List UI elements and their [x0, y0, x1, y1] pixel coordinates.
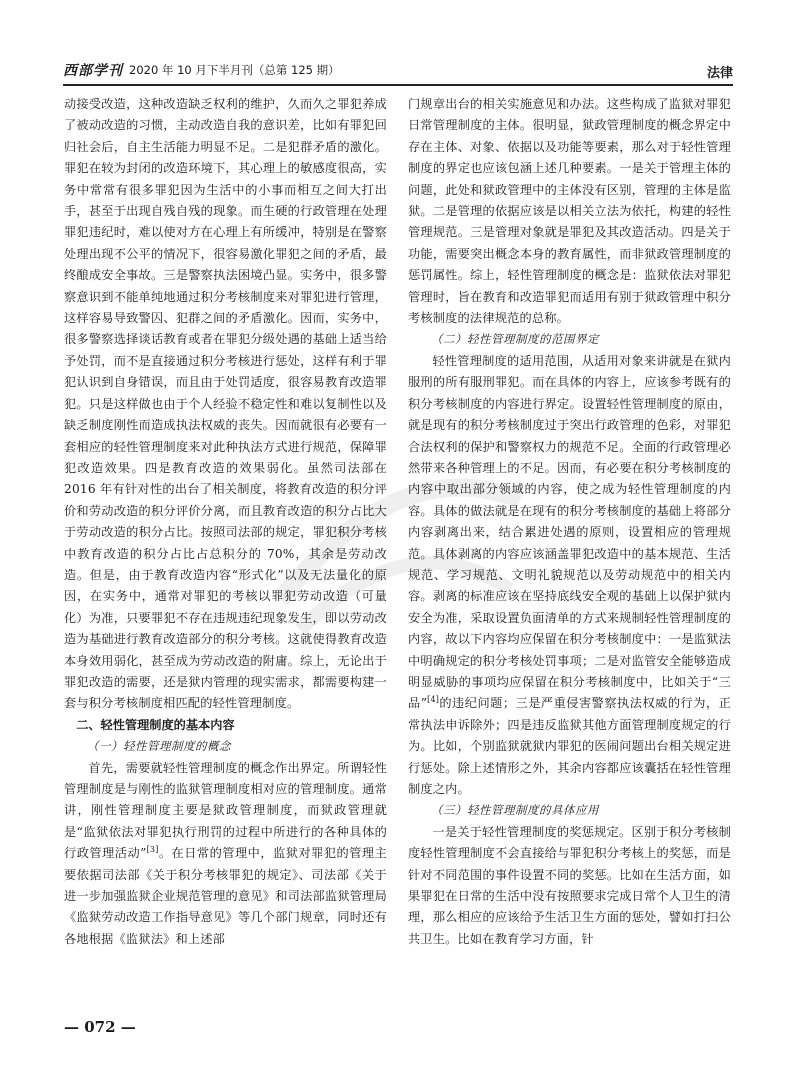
section-label: 法律	[706, 66, 733, 81]
page-number: — 072 —	[64, 1018, 136, 1036]
left-column	[64, 94, 387, 950]
right-paragraph-2-text: 轻性管理制度的适用范围，从适用对象来讲就是在狱内服刑的所有服刑罪犯。而在具体的内容上，应该参考既有的积分考核制度的内容进行界定。设置轻性管理制度的原由，就是现有的积分考核制度过于突出行政管理的色彩，对罪犯合法权利的保护和警察权力的规范不足。全面的行政管理必然带来各种管理上的不足。因而，有必要在积分考核制度的内容中取出部分领域的内容，使之成为轻性管理制度的内容。具体的做法就是在现有的积分考核制度的基础上将部分内容剥离出来，结合累进处遇的原则，设置相应的管理规范。具体剥离的内容应该涵盖罪犯改造中的基本规范、生活规范、学习规范、文明礼貌规范以及劳动规范中的相关内容。剥离的标准应该在坚持底线安全观的基础上以保护狱内安全为准，采取设置负面清单的方式来规制轻性管理制度的内容，故以下内容均应保留在积分考核制度中：一是监狱法中明确规定的积分考核处罚事项；二是对监管安全能够造成明显威胁的事项均应保留在积分考核制度中，比如关于“三品”	[408, 353, 731, 711]
left-paragraph-2	[64, 758, 387, 951]
running-header	[63, 58, 733, 84]
right-paragraph-2	[408, 351, 731, 801]
citation-4: [4]	[427, 695, 440, 705]
issue-info: 2020 年 10 月下半月刊（总第 125 期）	[129, 63, 340, 77]
right-paragraph-3: 一是关于轻性管理制度的奖惩规定。区别于积分考核制度轻性管理制度不会直接给与罪犯积分考核上的奖惩，而是针对不同范围的事件设置不同的奖惩。比如在生活方面，如果罪犯在日常的生活中没有按照要求完成日常个人卫生的清理，那么相应的应该给予生活卫生方面的惩处，譬如打扫公共卫生。比如在教育学习方面，针	[408, 824, 731, 946]
left-paragraph-2-text: 首先，需要就轻性管理制度的概念作出界定。所谓轻性管理制度是与刚性的监狱管理制度相对应的管理制度。通常讲，刚性管理制度主要是狱政管理制度，而狱政管理就是“监狱依法对罪犯执行刑罚的过程中所进行的各种具体的行政管理活动”	[64, 760, 387, 861]
left-paragraph-2-tail: 。在日常的管理中，监狱对罪犯的管理主要依据司法部《关于积分考核罪犯的规定》、司法部《关于进一步加强监狱企业规范管理的意见》和司法部监狱管理局《监狱劳动改造工作指导意见》等几个部门规章，同时还有各地根据《监狱法》和上述部	[64, 846, 387, 946]
section-heading: 二、轻性管理制度的基本内容	[76, 717, 235, 732]
journal-logo: 西部学刊	[63, 63, 123, 79]
header-rule	[63, 84, 733, 86]
citation-3: [3]	[146, 845, 159, 855]
subsection-heading-scope: （二）轻性管理制度的范围界定	[431, 332, 599, 347]
right-paragraph-1: 门规章出台的相关实施意见和办法。这些构成了监狱对罪犯日常管理制度的主体。很明显，狱政管理制度的概念界定中存在主体、对象、依据以及功能等要素，那么对于轻性管理制度的界定也应该包涵上述几种要素。一是关于管理主体的问题，此处和狱政管理中的主体没有区别，管理的主体是监狱。二是管理的依据应该是以相关立法为依托，构建的轻性管理规范。三是管理对象就是罪犯及其改造活动。四是关于功能，需要突出概念本身的教育属性，而非狱政管理制度的惩罚属性。综上，轻性管理制度的概念是：监狱依法对罪犯管理时，旨在教育和改造罪犯而适用有别于狱政管理中积分考核制度的法律规范的总称。	[408, 97, 731, 326]
left-paragraph-1: 动接受改造，这种改造缺乏权利的维护，久而久之罪犯养成了被动改造的习惯，主动改造自我的意识差，比如有罪犯回归社会后，自主生活能力明显不足。二是犯群矛盾的激化。罪犯在较为封闭的改造环境下，其心理上的敏感度很高，实务中常常有很多罪犯因为生活中的小事而相互之间大打出手，甚至于出现自残自残的现象。而生硬的行政管理在处理罪犯违纪时，难以使对方在心理上有所缓冲，特别是在警察处理出现不公平的情况下，很容易激化罪犯之间的矛盾，最终酿成安全事故。三是警察执法困境凸显。实务中，很多警察意识到不能单纯地通过积分考核制度来对罪犯进行管理，这样容易导致警囚、犯群之间的矛盾激化。因而，实务中，很多警察选择谈话教育或者在罪犯分级处遇的基础上适当给予处罚，而不是直接通过积分考核进行惩处，这样有利于罪犯认识到自身错误，而且由于处罚适度，很容易教育改造罪犯。只是这样做也由于个人经验不稳定性和难以复制性以及缺乏制度刚性而造成执法权威的丧失。因而就很有必要有一套相应的轻性管理制度来对此种执法方式进行规范，保障罪犯改造效果。四是教育改造的效果弱化。虽然司法部在 2016 年有针对性的出台了相关制度，将教育改造的积分评价和劳动改造的积分评价分离，而且教育改造的积分占比大于劳动改造的积分占比。按照司法部的规定，罪犯积分考核中教育改造的积分占比占总积分的 70%，其余是劳动改造。但是，由于教育改造内容“形式化”以及无法量化的原因，在实务中，通常对罪犯的考核以罪犯劳动改造（可量化）为准，只要罪犯不存在违规违纪现象发生，即以劳动改造为基础进行教育改造部分的积分考核。这就使得教育改造本身效用弱化，甚至成为劳动改造的附庸。综上，无论出于罪犯改造的需要，还是狱内管理的现实需求，都需要构建一套与积分考核制度相匹配的轻性管理制度。	[64, 97, 387, 711]
subsection-heading-application: （三）轻性管理制度的具体应用	[431, 803, 599, 818]
right-paragraph-2-tail: 的违纪问题；三是严重侵害警察执法权威的行为，正常执法申诉除外；四是违反监狱其他方面管理制度规定的行为。比如，个别监狱就狱内罪犯的医闹问题出台相关规定进行惩处。除上述情形之外，其余内容都应该囊括在轻性管理制度之内。	[408, 696, 731, 796]
right-column	[408, 94, 731, 950]
subsection-heading-concept: （一）轻性管理制度的概念	[87, 739, 231, 754]
